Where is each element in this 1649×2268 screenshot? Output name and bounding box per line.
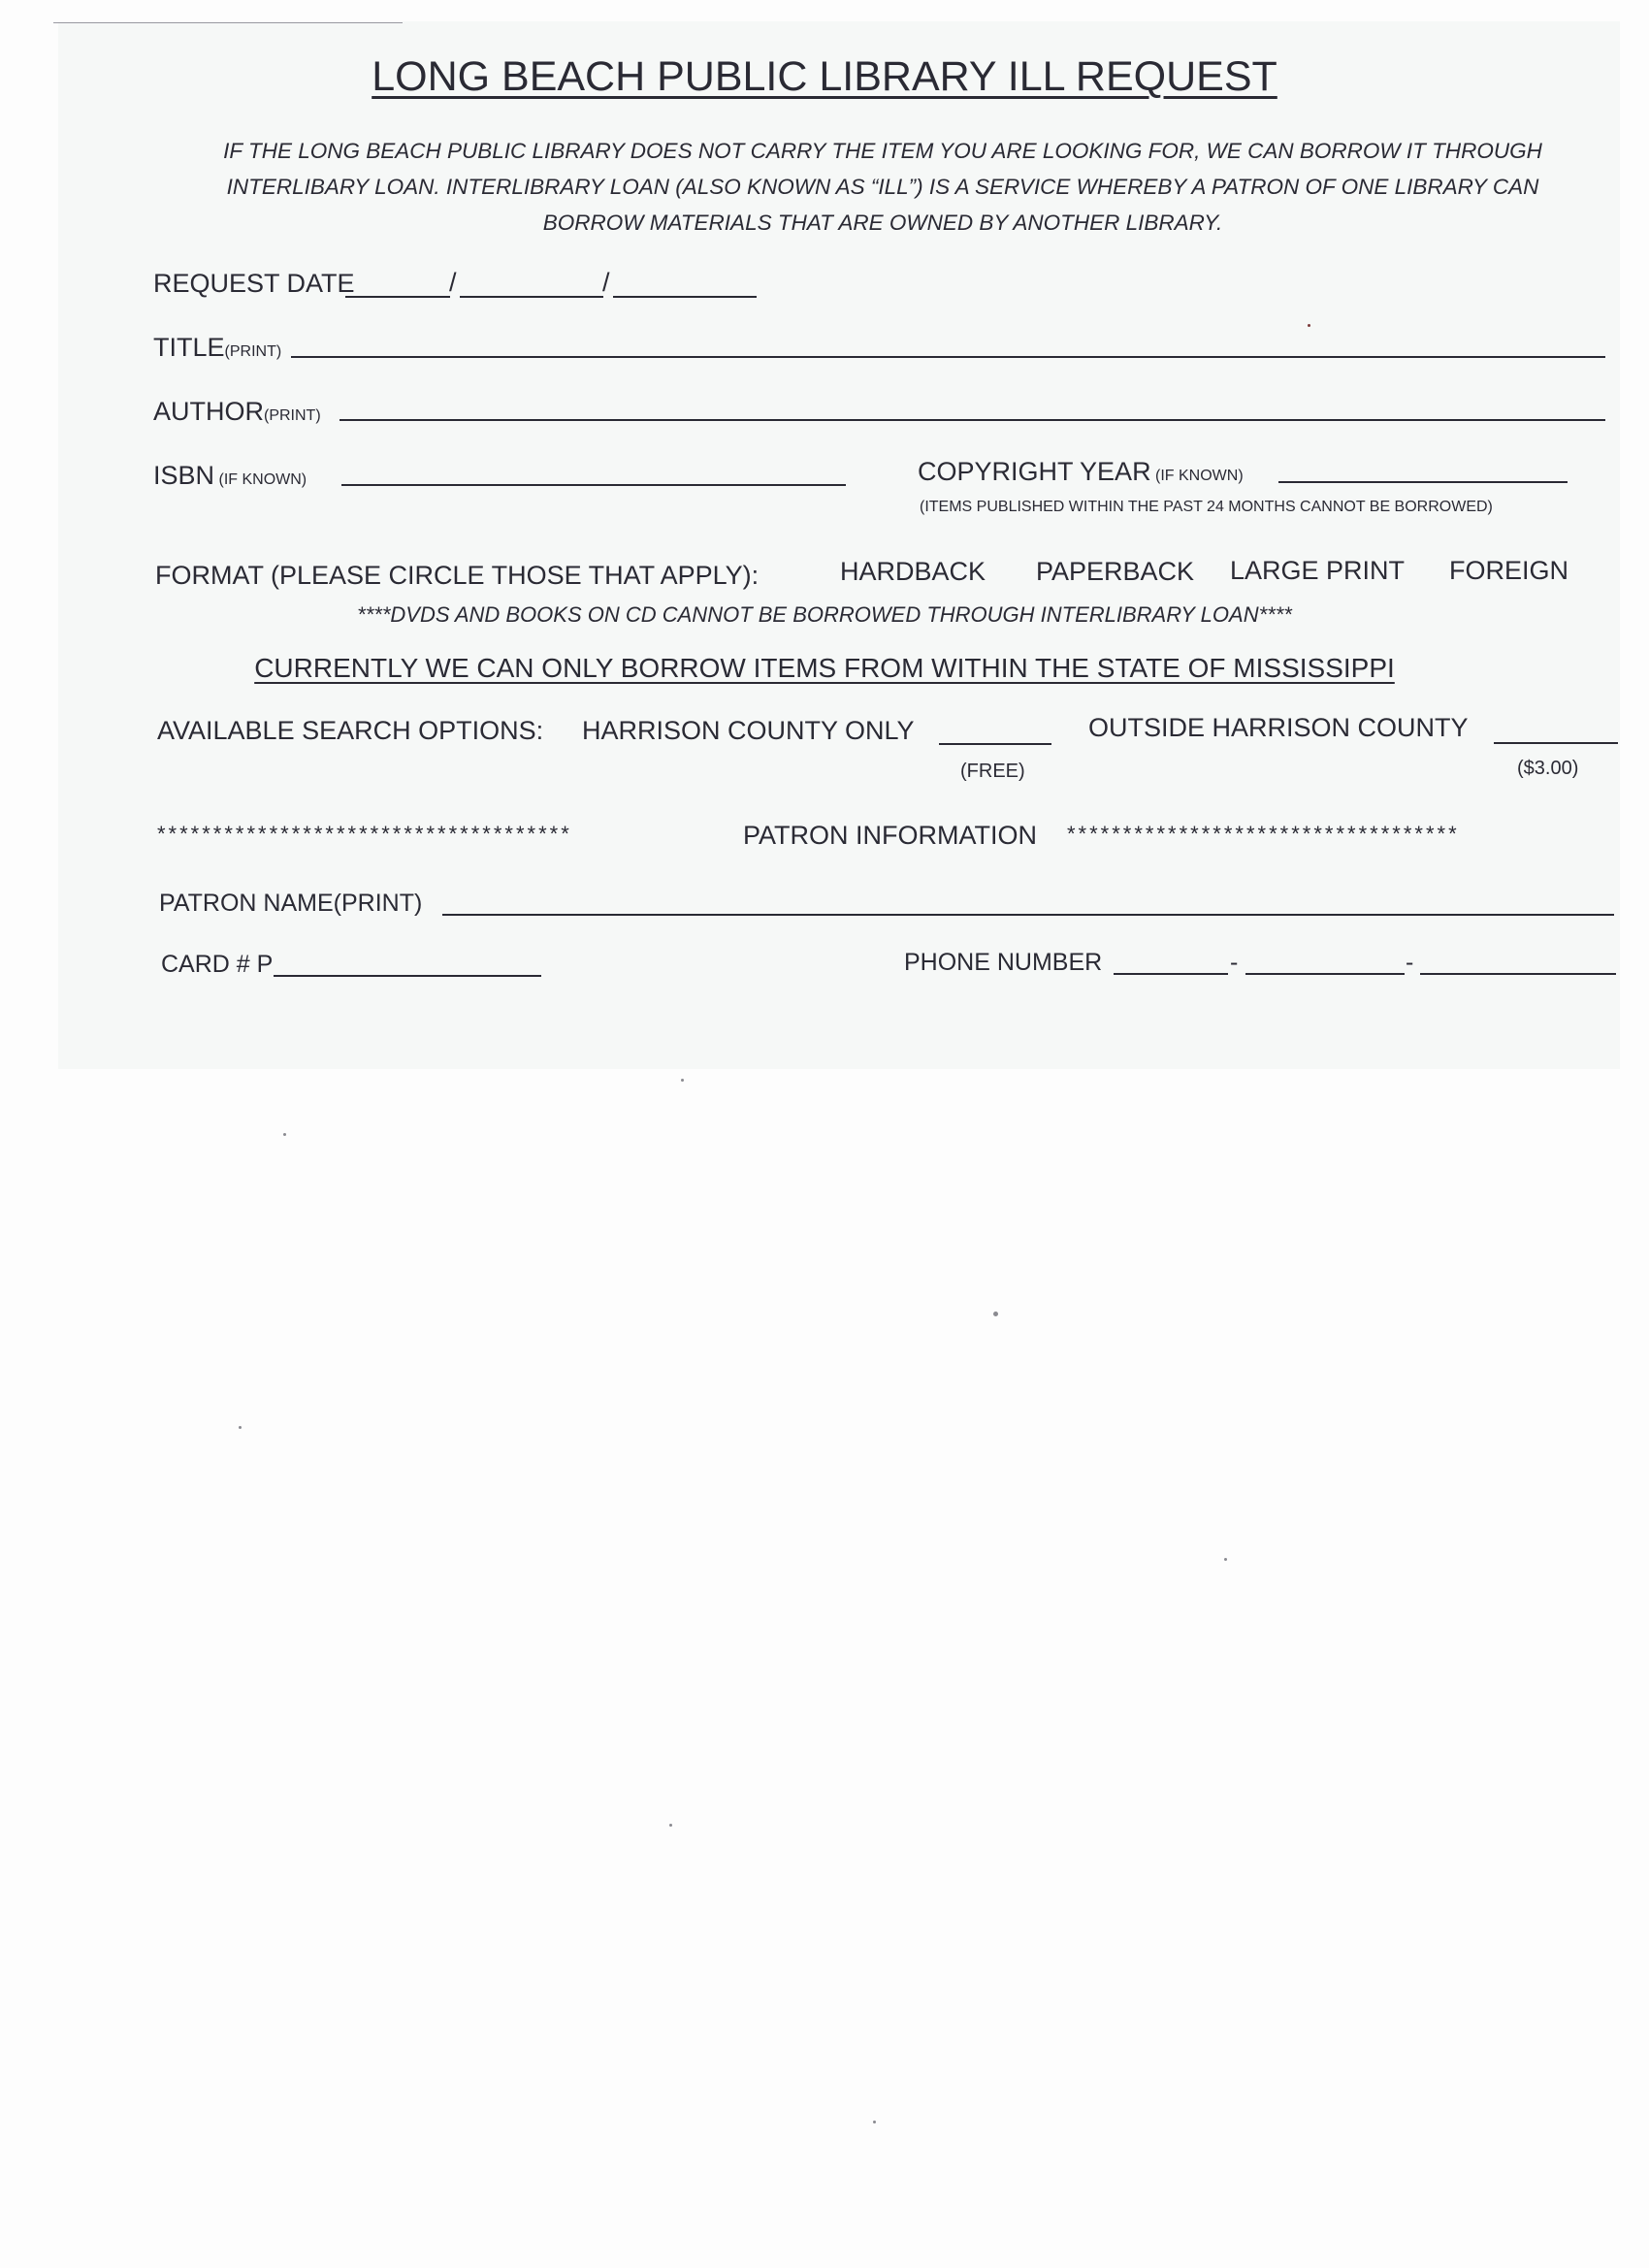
- title-label-group: [153, 333, 281, 363]
- copyright-year-label: COPYRIGHT YEAR: [918, 457, 1151, 486]
- scan-speck: [1224, 1558, 1227, 1561]
- scan-speck: [873, 2121, 876, 2123]
- phone-prefix-field[interactable]: [1245, 973, 1405, 975]
- outside-harrison-price: ($3.00): [1517, 758, 1579, 779]
- state-notice: CURRENTLY WE CAN ONLY BORROW ITEMS FROM WITHIN THE STATE OF MISSISSIPPI: [254, 653, 1395, 683]
- scan-speck: [1308, 324, 1310, 327]
- phone-separator: -: [1230, 949, 1239, 976]
- author-print-note: (PRINT): [264, 407, 321, 424]
- format-option-large-print[interactable]: LARGE PRINT: [1230, 556, 1406, 585]
- date-separator: /: [602, 268, 610, 297]
- intro-paragraph: IF THE LONG BEACH PUBLIC LIBRARY DOES NOT CARRY THE ITEM YOU ARE LOOKING FOR, WE CAN BORROW IT THROUGH INTERLIBARY LOAN. INTERLIBRARY LOAN (ALSO KNOWN AS “ILL”) IS A SERVICE WHEREBY A PATRON OF ONE LIBRARY CAN BORROW MATERIALS THAT ARE OWNED BY ANOTHER LIBRARY.: [223, 139, 1542, 235]
- title-print-note: (PRINT): [224, 343, 282, 360]
- copyright-restriction-note: (ITEMS PUBLISHED WITHIN THE PAST 24 MONTHS CANNOT BE BORROWED): [920, 499, 1493, 515]
- harrison-county-label: HARRISON COUNTY ONLY: [582, 716, 915, 745]
- patron-name-label: PATRON NAME(PRINT): [159, 890, 423, 917]
- author-label-group: [153, 397, 321, 427]
- author-field[interactable]: [340, 419, 1605, 421]
- scan-speck: [283, 1133, 286, 1136]
- request-date-label: REQUEST DATE: [153, 269, 355, 298]
- request-date-year-field[interactable]: [613, 296, 757, 298]
- patron-section-header: PATRON INFORMATION: [743, 821, 1037, 850]
- search-options-label: AVAILABLE SEARCH OPTIONS:: [157, 716, 544, 745]
- request-date-month-field[interactable]: [345, 296, 450, 298]
- format-restriction-note: ****DVDS AND BOOKS ON CD CANNOT BE BORROWED THROUGH INTERLIBRARY LOAN****: [357, 602, 1292, 627]
- title-label: TITLE: [153, 333, 225, 362]
- isbn-known-note: (IF KNOWN): [218, 471, 307, 488]
- scan-speck: [239, 1426, 242, 1429]
- harrison-county-field[interactable]: [939, 743, 1051, 745]
- copyright-known-note: (IF KNOWN): [1155, 468, 1244, 484]
- date-separator: /: [449, 268, 457, 297]
- format-option-paperback[interactable]: PAPERBACK: [1036, 557, 1195, 586]
- outside-harrison-label: OUTSIDE HARRISON COUNTY: [1088, 713, 1469, 742]
- title-field[interactable]: [291, 356, 1605, 358]
- scan-edge-line: [53, 22, 403, 23]
- format-option-hardback[interactable]: HARDBACK: [840, 557, 986, 586]
- card-number-label: CARD # P: [161, 951, 274, 978]
- phone-separator: -: [1406, 949, 1414, 976]
- patron-name-field[interactable]: [442, 914, 1614, 916]
- form-title: LONG BEACH PUBLIC LIBRARY ILL REQUEST: [372, 53, 1277, 100]
- card-number-field[interactable]: [274, 975, 541, 977]
- phone-number-label: PHONE NUMBER: [904, 949, 1103, 976]
- phone-area-code-field[interactable]: [1114, 973, 1228, 975]
- isbn-label: ISBN: [153, 461, 215, 490]
- harrison-county-price: (FREE): [960, 761, 1025, 782]
- copyright-label-group: [918, 457, 1244, 487]
- author-label: AUTHOR: [153, 397, 264, 426]
- outside-harrison-field[interactable]: [1494, 742, 1618, 744]
- isbn-label-group: [153, 461, 307, 491]
- scan-speck: [669, 1824, 672, 1827]
- request-date-day-field[interactable]: [460, 296, 603, 298]
- copyright-year-field[interactable]: [1278, 481, 1568, 483]
- phone-line-number-field[interactable]: [1420, 973, 1616, 975]
- scan-speck: [993, 1312, 998, 1316]
- isbn-field[interactable]: [341, 484, 846, 486]
- patron-header-stars-right: ***********************************: [1067, 822, 1460, 846]
- format-label: FORMAT (PLEASE CIRCLE THOSE THAT APPLY):: [155, 561, 760, 590]
- scan-speck: [681, 1079, 684, 1082]
- format-option-foreign[interactable]: FOREIGN: [1449, 556, 1569, 585]
- patron-header-stars-left: *************************************: [157, 822, 572, 846]
